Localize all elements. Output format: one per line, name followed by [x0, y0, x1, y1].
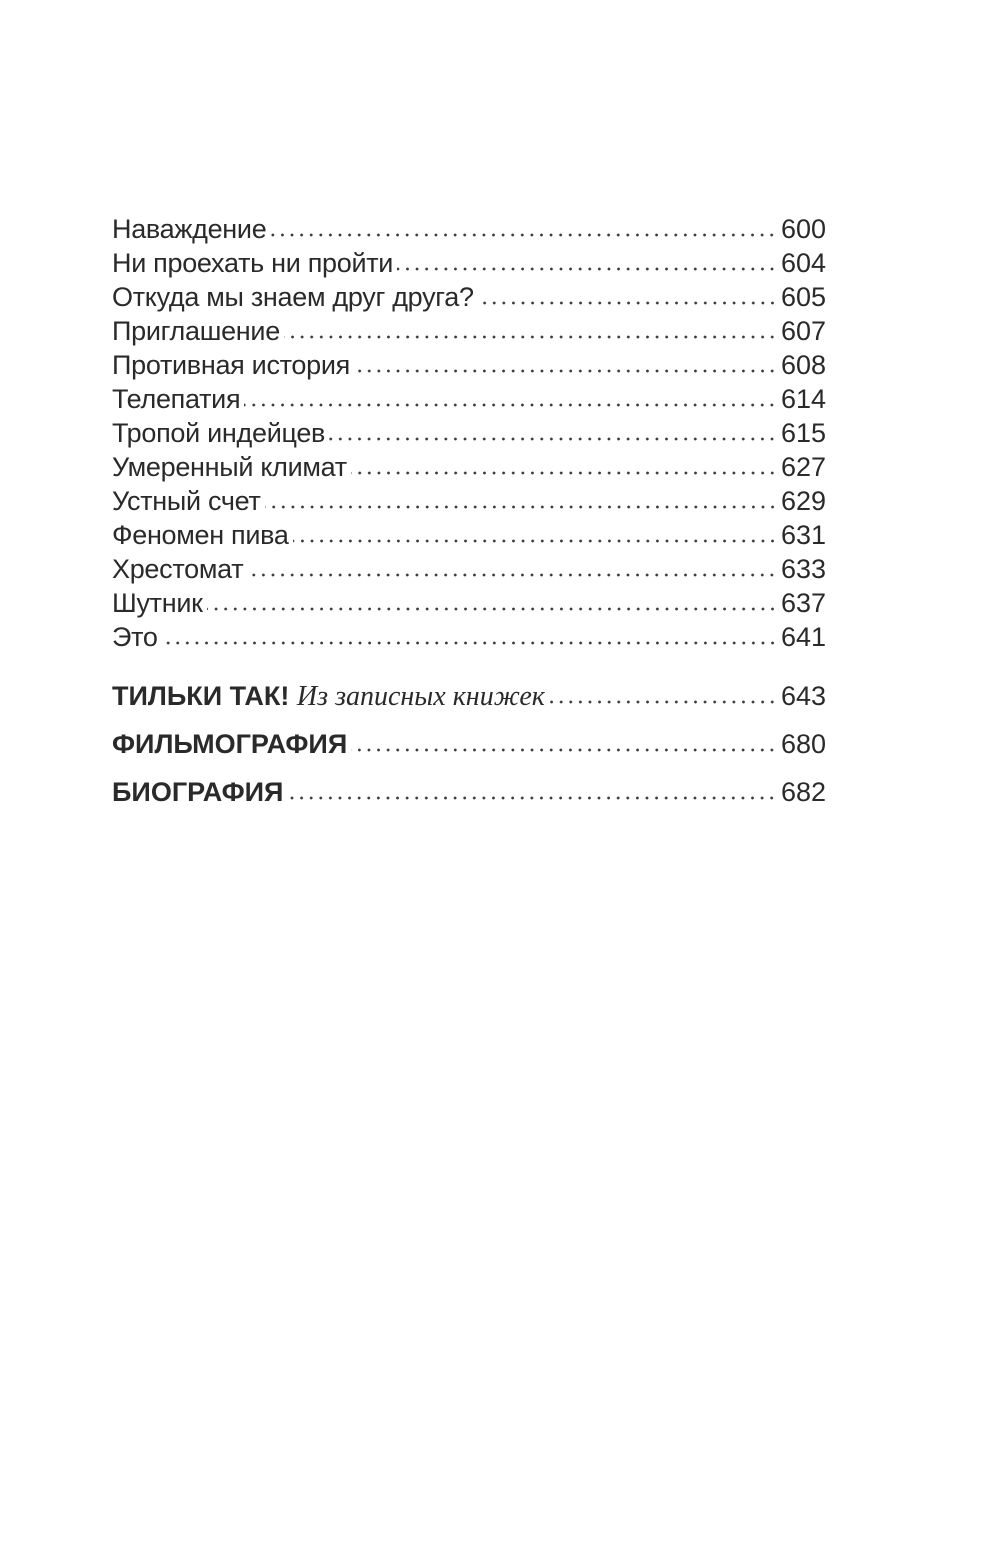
toc-section-title — [112, 724, 347, 764]
toc-section[interactable] — [112, 772, 826, 812]
toc-entry-page: 637 — [780, 588, 826, 618]
toc-entry[interactable] — [112, 212, 826, 246]
toc-section-page: 682 — [780, 777, 826, 807]
section-spacer — [112, 654, 826, 676]
toc-entry-title: Устный счет — [112, 486, 261, 516]
toc-entry[interactable] — [112, 450, 826, 484]
toc-leader — [247, 572, 777, 578]
table-of-contents — [112, 212, 826, 812]
toc-leader — [207, 606, 777, 612]
toc-entry-page: 614 — [780, 384, 826, 414]
toc-leader — [549, 699, 777, 705]
toc-leader — [287, 795, 776, 801]
toc-entry-title: Противная история — [112, 350, 350, 380]
toc-entry-page: 641 — [780, 622, 826, 652]
toc-section-heading: БИОГРАФИЯ — [112, 777, 284, 807]
toc-entry-title: Откуда мы знаем друг друга? — [112, 282, 474, 312]
toc-section[interactable] — [112, 676, 826, 716]
toc-leader — [351, 747, 777, 753]
toc-entry-title: Ни проехать ни пройти — [112, 248, 394, 278]
toc-leader — [351, 470, 777, 476]
toc-leader — [397, 266, 777, 272]
toc-entry[interactable] — [112, 348, 826, 382]
toc-leader — [162, 640, 777, 646]
toc-leader — [265, 504, 777, 510]
toc-entry-title: Это — [112, 622, 158, 652]
toc-entry[interactable] — [112, 246, 826, 280]
toc-entry-page: 615 — [780, 418, 826, 448]
toc-entry-page: 631 — [780, 520, 826, 550]
toc-entry[interactable] — [112, 416, 826, 450]
toc-entry-page: 608 — [780, 350, 826, 380]
toc-entry[interactable] — [112, 484, 826, 518]
toc-entry-title: Шутник — [112, 588, 203, 618]
toc-leader — [284, 334, 777, 340]
toc-section-title — [112, 676, 545, 717]
toc-entry[interactable] — [112, 586, 826, 620]
toc-section-page: 680 — [780, 729, 826, 759]
toc-entry-title: Феномен пива — [112, 520, 289, 550]
toc-entry-page: 600 — [780, 214, 826, 244]
toc-entry-title: Тропой индейцев — [112, 418, 326, 448]
toc-leader — [354, 368, 777, 374]
toc-section-title — [112, 772, 283, 812]
toc-section-page: 643 — [780, 681, 826, 711]
toc-entry-title: Хрестомат — [112, 554, 244, 584]
toc-entry-title: Приглашение — [112, 316, 280, 346]
toc-leader — [293, 538, 777, 544]
toc-entry-page: 605 — [780, 282, 826, 312]
toc-entry[interactable] — [112, 382, 826, 416]
toc-section-subtitle: Из записных книжек — [296, 681, 545, 712]
toc-entry-page: 607 — [780, 316, 826, 346]
toc-entry-title: Наваждение — [112, 214, 267, 244]
toc-entry-page: 604 — [780, 248, 826, 278]
toc-entry[interactable] — [112, 314, 826, 348]
toc-entry-title: Телепатия — [112, 384, 241, 414]
toc-leader — [270, 232, 777, 238]
toc-section[interactable] — [112, 724, 826, 764]
toc-section-heading: ФИЛЬМОГРАФИЯ — [112, 729, 348, 759]
toc-entry[interactable] — [112, 552, 826, 586]
toc-section-heading: ТИЛЬКИ ТАК! — [112, 681, 290, 711]
toc-entry[interactable] — [112, 620, 826, 654]
toc-leader — [329, 436, 777, 442]
toc-entry-page: 633 — [780, 554, 826, 584]
toc-entry-title: Умеренный климат — [112, 452, 347, 482]
toc-leader — [244, 402, 777, 408]
toc-entry[interactable] — [112, 518, 826, 552]
toc-entry[interactable] — [112, 280, 826, 314]
toc-entry-page: 629 — [780, 486, 826, 516]
toc-leader — [478, 300, 777, 306]
toc-entry-page: 627 — [780, 452, 826, 482]
